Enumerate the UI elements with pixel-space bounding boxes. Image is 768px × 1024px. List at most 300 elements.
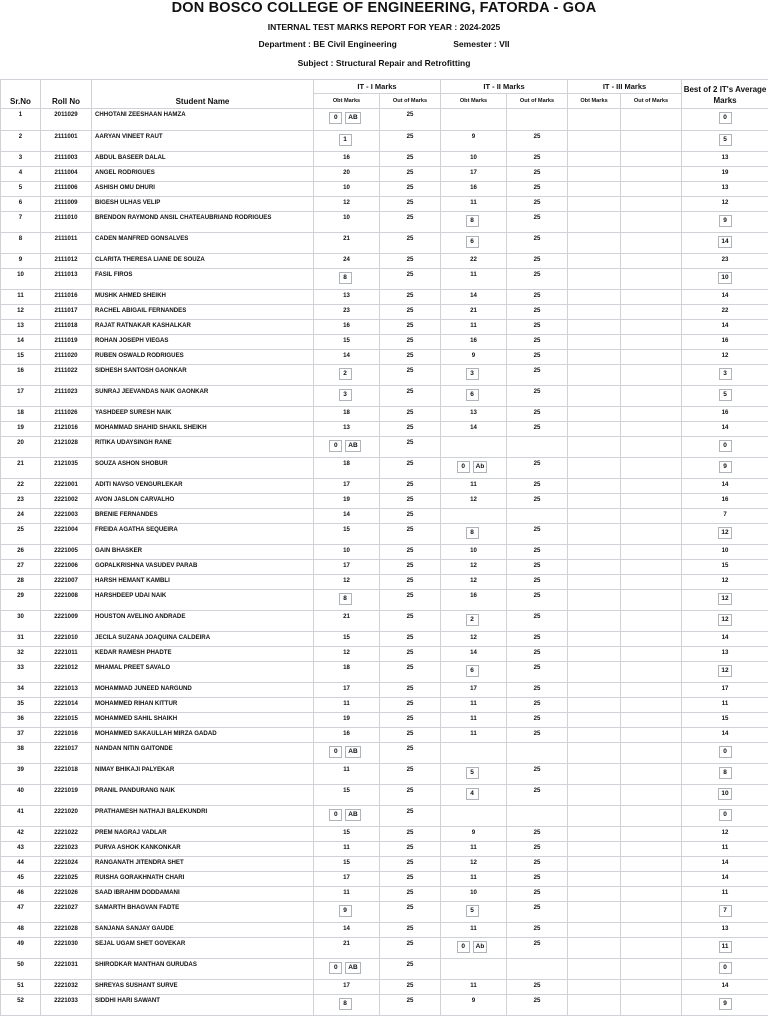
it2-out-cell xyxy=(507,212,568,233)
it1-obt-value: 17 xyxy=(343,481,350,488)
report-title: INTERNAL TEST MARKS REPORT FOR YEAR : 2024-2025 xyxy=(267,22,501,32)
it1-out-value: 25 xyxy=(406,199,414,206)
it1-obt-cell xyxy=(314,365,380,386)
it1-obt-cell xyxy=(314,422,380,437)
roll-no: 2111010 xyxy=(54,214,78,221)
roll-no-cell xyxy=(41,827,92,842)
it3-out-cell xyxy=(621,842,682,857)
it1-obt-cell xyxy=(314,458,380,479)
it3-out-cell xyxy=(621,713,682,728)
roll-no: 2221003 xyxy=(54,511,78,518)
it2-obt-cell xyxy=(441,320,507,335)
it2-out-cell xyxy=(507,764,568,785)
best-avg-cell xyxy=(682,980,768,995)
it1-out-value: 25 xyxy=(406,685,414,692)
subject-label: Subject : xyxy=(297,58,334,68)
it2-obt-cell xyxy=(441,980,507,995)
it1-out-value: 25 xyxy=(406,982,414,989)
roll-no-cell xyxy=(41,197,92,212)
it2-obt-cell xyxy=(441,647,507,662)
it3-obt-cell xyxy=(568,320,621,335)
it1-obt-value: 21 xyxy=(343,940,350,947)
student-name-cell xyxy=(92,182,314,197)
sr-no: 39 xyxy=(17,766,24,773)
it2-out-value: 25 xyxy=(533,169,541,176)
it1-out-value: 25 xyxy=(406,649,414,656)
col-it3-out: Out of Marks xyxy=(621,94,682,109)
col-name: Student Name xyxy=(92,80,314,109)
table-row xyxy=(1,611,768,632)
student-name-cell xyxy=(92,167,314,182)
sr-no: 17 xyxy=(17,388,24,395)
best-avg-cell xyxy=(682,545,768,560)
it1-obt-cell xyxy=(314,545,380,560)
student-name-cell xyxy=(92,743,314,764)
best-avg-value: 10 xyxy=(718,272,731,284)
it2-obt-cell xyxy=(441,632,507,647)
it2-out-value: 25 xyxy=(533,460,541,467)
it2-obt-cell xyxy=(441,683,507,698)
it2-out-cell xyxy=(507,335,568,350)
sr-no-cell xyxy=(1,698,41,713)
it2-out-cell xyxy=(507,923,568,938)
it1-obt-cell xyxy=(314,923,380,938)
it2-obt-value: 17 xyxy=(470,169,477,176)
it2-obt-value: 11 xyxy=(470,322,477,329)
roll-no: 2221016 xyxy=(54,730,78,737)
roll-no-cell xyxy=(41,785,92,806)
it3-obt-cell xyxy=(568,545,621,560)
it3-obt-cell xyxy=(568,197,621,212)
it1-obt-cell xyxy=(314,872,380,887)
it2-out-value: 25 xyxy=(533,352,541,359)
it2-out-value: 25 xyxy=(533,766,541,773)
table-row xyxy=(1,290,768,305)
it1-obt-cell xyxy=(314,320,380,335)
it3-out-cell xyxy=(621,152,682,167)
it2-obt-value: 16 xyxy=(470,184,477,191)
it2-out-value: 25 xyxy=(533,925,541,932)
it2-obt-value: 0 xyxy=(457,461,470,473)
sr-no-cell xyxy=(1,857,41,872)
it1-out-value: 25 xyxy=(406,766,414,773)
it2-obt-value: 11 xyxy=(470,271,477,278)
sr-no: 30 xyxy=(17,613,24,620)
it1-out-cell xyxy=(380,290,441,305)
it2-out-cell xyxy=(507,458,568,479)
best-avg-cell xyxy=(682,785,768,806)
it2-out-value: 25 xyxy=(533,730,541,737)
sr-no-cell xyxy=(1,365,41,386)
it3-out-cell xyxy=(621,305,682,320)
best-avg-cell xyxy=(682,212,768,233)
it1-obt-cell xyxy=(314,269,380,290)
it3-out-cell xyxy=(621,995,682,1016)
it1-obt-value: 18 xyxy=(343,460,350,467)
it2-obt-cell xyxy=(441,590,507,611)
it1-obt-cell xyxy=(314,350,380,365)
it2-out-cell xyxy=(507,560,568,575)
it1-obt-cell xyxy=(314,152,380,167)
sr-no-cell xyxy=(1,887,41,902)
it1-obt-cell xyxy=(314,524,380,545)
department-label: Department : xyxy=(258,39,311,49)
best-avg-value: 12 xyxy=(718,665,731,677)
best-avg-value: 0 xyxy=(719,962,732,974)
it2-obt-cell xyxy=(441,560,507,575)
it2-obt-cell xyxy=(441,479,507,494)
it1-out-cell xyxy=(380,611,441,632)
roll-no: 2221002 xyxy=(54,496,78,503)
it2-out-cell xyxy=(507,902,568,923)
table-row xyxy=(1,305,768,320)
it2-obt-cell xyxy=(441,764,507,785)
it1-obt-cell xyxy=(314,713,380,728)
best-avg-value: 13 xyxy=(721,925,729,932)
it1-obt-value: 0 xyxy=(329,112,342,124)
it1-out-cell xyxy=(380,152,441,167)
it2-obt-value: 9 xyxy=(471,997,476,1004)
it2-out-value: 25 xyxy=(533,715,541,722)
student-name-cell xyxy=(92,728,314,743)
it2-out-cell xyxy=(507,842,568,857)
student-name-cell xyxy=(92,545,314,560)
it3-out-cell xyxy=(621,902,682,923)
marks-table-body xyxy=(1,109,768,1016)
roll-no: 2111013 xyxy=(54,271,78,278)
it1-obt-cell xyxy=(314,632,380,647)
student-name-cell xyxy=(92,857,314,872)
it1-obt-value: 15 xyxy=(343,829,350,836)
table-row xyxy=(1,131,768,152)
it2-out-value: 25 xyxy=(533,664,541,671)
sr-no: 50 xyxy=(17,961,24,968)
it2-obt-cell xyxy=(441,290,507,305)
it3-obt-cell xyxy=(568,458,621,479)
student-name-cell xyxy=(92,290,314,305)
it1-out-cell xyxy=(380,728,441,743)
it2-obt-cell xyxy=(441,728,507,743)
subject-value: Structural Repair and Retrofitting xyxy=(335,58,471,68)
it1-obt-value: 13 xyxy=(343,424,350,431)
roll-no: 2221027 xyxy=(54,904,78,911)
best-avg-value: 11 xyxy=(721,844,729,851)
student-name-cell xyxy=(92,995,314,1016)
it1-obt-cell xyxy=(314,938,380,959)
sr-no-cell xyxy=(1,827,41,842)
it2-obt-cell xyxy=(441,806,507,827)
it2-out-cell xyxy=(507,806,568,827)
roll-no-cell xyxy=(41,938,92,959)
it1-obt-value: 15 xyxy=(343,526,350,533)
roll-no: 2121035 xyxy=(54,460,78,467)
best-avg-cell xyxy=(682,938,768,959)
table-row xyxy=(1,458,768,479)
best-avg-value: 10 xyxy=(718,788,731,800)
it2-obt-value: 11 xyxy=(470,982,477,989)
sr-no: 37 xyxy=(17,730,24,737)
best-avg-value: 13 xyxy=(721,154,729,161)
table-row xyxy=(1,698,768,713)
it3-obt-cell xyxy=(568,980,621,995)
it1-obt-value: 12 xyxy=(343,649,350,656)
it1-out-value: 25 xyxy=(406,664,414,671)
it2-out-cell xyxy=(507,365,568,386)
student-name: CADEN MANFRED GONSALVES xyxy=(95,235,189,242)
table-row xyxy=(1,683,768,698)
it3-obt-cell xyxy=(568,212,621,233)
roll-no: 2221006 xyxy=(54,562,78,569)
best-avg-cell xyxy=(682,422,768,437)
it3-out-cell xyxy=(621,254,682,269)
best-avg-value: 9 xyxy=(719,215,732,227)
col-it1-out: Out of Marks xyxy=(380,94,441,109)
roll-no-cell xyxy=(41,575,92,590)
table-row xyxy=(1,335,768,350)
sr-no: 22 xyxy=(17,481,24,488)
best-avg-value: 12 xyxy=(718,593,731,605)
it1-obt-cell xyxy=(314,959,380,980)
it2-obt-cell xyxy=(441,575,507,590)
best-avg-value: 0 xyxy=(719,440,732,452)
it2-out-cell xyxy=(507,683,568,698)
sr-no: 24 xyxy=(17,511,24,518)
it2-obt-cell xyxy=(441,827,507,842)
best-avg-cell xyxy=(682,479,768,494)
it2-obt-cell xyxy=(441,524,507,545)
it1-obt-cell xyxy=(314,698,380,713)
it3-obt-cell xyxy=(568,743,621,764)
student-name: SOUZA ASHON SHOBUR xyxy=(95,460,168,467)
it3-out-cell xyxy=(621,560,682,575)
it1-out-cell xyxy=(380,938,441,959)
best-avg-cell xyxy=(682,662,768,683)
it2-out-cell xyxy=(507,698,568,713)
sr-no: 51 xyxy=(17,982,24,989)
best-avg-value: 3 xyxy=(719,368,732,380)
best-avg-cell xyxy=(682,109,768,131)
it2-out-cell xyxy=(507,575,568,590)
it1-out-cell xyxy=(380,197,441,212)
it3-obt-cell xyxy=(568,713,621,728)
it1-out-value: 25 xyxy=(406,874,414,881)
student-name: RACHEL ABIGAIL FERNANDES xyxy=(95,307,187,314)
it1-out-cell xyxy=(380,590,441,611)
best-avg-cell xyxy=(682,887,768,902)
it1-out-cell xyxy=(380,386,441,407)
it3-obt-cell xyxy=(568,152,621,167)
it2-absent-badge: Ab xyxy=(473,941,488,953)
it2-obt-value: 11 xyxy=(470,730,477,737)
it2-obt-cell xyxy=(441,350,507,365)
it1-out-cell xyxy=(380,233,441,254)
table-row xyxy=(1,842,768,857)
it1-out-cell xyxy=(380,437,441,458)
it2-obt-value: 14 xyxy=(470,424,477,431)
it1-obt-value: 15 xyxy=(343,859,350,866)
sr-no: 27 xyxy=(17,562,24,569)
it1-out-value: 25 xyxy=(406,460,414,467)
it1-obt-cell xyxy=(314,764,380,785)
sr-no-cell xyxy=(1,479,41,494)
it3-out-cell xyxy=(621,182,682,197)
it1-obt-value: 0 xyxy=(329,809,342,821)
student-name: SANJANA SANJAY GAUDE xyxy=(95,925,174,932)
it2-obt-cell xyxy=(441,212,507,233)
best-avg-cell xyxy=(682,575,768,590)
sr-no-cell xyxy=(1,560,41,575)
best-avg-cell xyxy=(682,923,768,938)
best-avg-value: 16 xyxy=(721,409,729,416)
it1-out-cell xyxy=(380,842,441,857)
student-name-cell xyxy=(92,494,314,509)
student-name: FREIDA AGATHA SEQUEIRA xyxy=(95,526,178,533)
it1-obt-cell xyxy=(314,590,380,611)
it1-obt-value: 1 xyxy=(339,134,352,146)
best-avg-value: 14 xyxy=(721,859,729,866)
it2-obt-cell xyxy=(441,662,507,683)
best-avg-cell xyxy=(682,827,768,842)
roll-no-cell xyxy=(41,407,92,422)
roll-no-cell xyxy=(41,647,92,662)
it3-out-cell xyxy=(621,938,682,959)
best-avg-cell xyxy=(682,320,768,335)
best-avg-cell xyxy=(682,335,768,350)
sr-no: 35 xyxy=(17,700,24,707)
roll-no: 2221008 xyxy=(54,592,78,599)
sr-no-cell xyxy=(1,545,41,560)
sr-no-cell xyxy=(1,335,41,350)
it1-out-value: 25 xyxy=(406,634,414,641)
it1-obt-value: 18 xyxy=(343,664,350,671)
sr-no: 3 xyxy=(18,154,23,161)
sr-no: 29 xyxy=(17,592,24,599)
roll-no-cell xyxy=(41,842,92,857)
student-name: ANGEL RODRIGUES xyxy=(95,169,155,176)
student-name: PRATHAMESH NATHAJI BALEKUNDRI xyxy=(95,808,208,815)
it3-obt-cell xyxy=(568,182,621,197)
it1-out-value: 25 xyxy=(406,961,414,968)
it1-out-cell xyxy=(380,713,441,728)
best-avg-value: 12 xyxy=(721,352,729,359)
it3-obt-cell xyxy=(568,902,621,923)
table-row xyxy=(1,560,768,575)
best-avg-cell xyxy=(682,509,768,524)
it1-obt-value: 16 xyxy=(343,154,350,161)
it1-out-value: 25 xyxy=(406,562,414,569)
it2-obt-value: 10 xyxy=(470,154,477,161)
it1-out-cell xyxy=(380,545,441,560)
roll-no-cell xyxy=(41,524,92,545)
it2-obt-value: 12 xyxy=(470,562,477,569)
roll-no-cell xyxy=(41,386,92,407)
it2-out-value: 25 xyxy=(533,256,541,263)
table-row xyxy=(1,509,768,524)
it3-obt-cell xyxy=(568,509,621,524)
it1-out-value: 25 xyxy=(406,859,414,866)
best-avg-cell xyxy=(682,683,768,698)
it1-obt-cell xyxy=(314,560,380,575)
it1-obt-cell xyxy=(314,335,380,350)
student-name: HARSH HEMANT KAMBLI xyxy=(95,577,170,584)
student-name-cell xyxy=(92,386,314,407)
best-avg-cell xyxy=(682,611,768,632)
it1-obt-value: 10 xyxy=(343,547,350,554)
marks-table xyxy=(0,79,768,1016)
table-row xyxy=(1,938,768,959)
table-row xyxy=(1,109,768,131)
roll-no-cell xyxy=(41,923,92,938)
it1-obt-cell xyxy=(314,611,380,632)
roll-no-cell xyxy=(41,698,92,713)
it2-out-cell xyxy=(507,320,568,335)
it3-obt-cell xyxy=(568,233,621,254)
it2-obt-value: 11 xyxy=(470,874,477,881)
it2-out-cell xyxy=(507,728,568,743)
roll-no-cell xyxy=(41,806,92,827)
student-name: MHAMAL PREET SAVALO xyxy=(95,664,171,671)
student-name: MUSHK AHMED SHEIKH xyxy=(95,292,166,299)
table-row xyxy=(1,350,768,365)
student-name-cell xyxy=(92,437,314,458)
roll-no: 2221032 xyxy=(54,982,78,989)
best-avg-value: 14 xyxy=(721,481,729,488)
it2-obt-value: 6 xyxy=(466,389,479,401)
sr-no: 19 xyxy=(17,424,24,431)
it2-obt-value: 11 xyxy=(470,481,477,488)
it2-out-value: 25 xyxy=(533,526,541,533)
it2-out-cell xyxy=(507,524,568,545)
it2-obt-cell xyxy=(441,923,507,938)
it2-obt-cell xyxy=(441,713,507,728)
sr-no: 13 xyxy=(17,322,24,329)
best-avg-cell xyxy=(682,590,768,611)
it3-obt-cell xyxy=(568,590,621,611)
it1-obt-cell xyxy=(314,902,380,923)
roll-no: 2221019 xyxy=(54,787,78,794)
table-row xyxy=(1,182,768,197)
student-name: BIGESH ULHAS VELIP xyxy=(95,199,161,206)
it2-out-cell xyxy=(507,887,568,902)
student-name: PREM NAGRAJ VADLAR xyxy=(95,829,167,836)
table-row xyxy=(1,647,768,662)
table-row xyxy=(1,590,768,611)
it1-out-value: 25 xyxy=(406,184,414,191)
it2-out-cell xyxy=(507,938,568,959)
sr-no-cell xyxy=(1,902,41,923)
best-avg-value: 14 xyxy=(721,730,729,737)
it3-out-cell xyxy=(621,980,682,995)
table-row xyxy=(1,365,768,386)
best-avg-value: 23 xyxy=(721,256,729,263)
table-row xyxy=(1,269,768,290)
it1-out-cell xyxy=(380,131,441,152)
it1-out-value: 25 xyxy=(406,787,414,794)
it1-obt-value: 13 xyxy=(343,292,350,299)
it3-out-cell xyxy=(621,479,682,494)
best-avg-value: 11 xyxy=(719,941,732,953)
student-name-cell xyxy=(92,827,314,842)
it1-obt-cell xyxy=(314,305,380,320)
it3-obt-cell xyxy=(568,806,621,827)
student-name: NIMAY BHIKAJI PALYEKAR xyxy=(95,766,175,773)
it1-obt-cell xyxy=(314,995,380,1016)
roll-no: 2221004 xyxy=(54,526,78,533)
roll-no: 2221005 xyxy=(54,547,78,554)
sr-no-cell xyxy=(1,494,41,509)
sr-no-cell xyxy=(1,320,41,335)
it1-out-value: 25 xyxy=(406,154,414,161)
